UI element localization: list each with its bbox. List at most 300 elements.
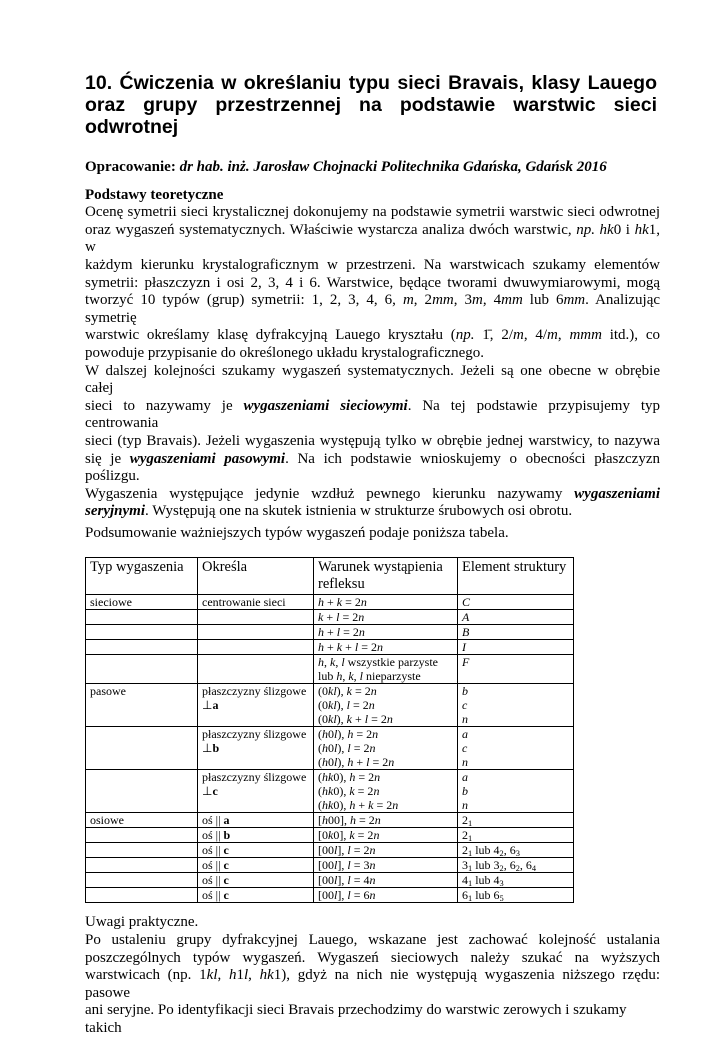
text-run: , [342,669,349,684]
cell-line [202,741,309,755]
notes-text [85,932,660,1038]
text-run: 2 [462,828,468,843]
text-run: Ocenę symetrii sieci krystalicznej dokonujemy na podstawie symetrii warstwic sieci odwrotnej [85,204,660,221]
table-row [86,625,574,640]
text-run: = 2 [354,828,374,843]
text-run: n [374,813,381,828]
table-cell [314,888,458,903]
table-cell [198,595,314,610]
text-run: 1 [468,819,473,829]
text-run: = 2 [350,741,370,756]
text-run: h [322,727,328,742]
text-run: hk [322,770,334,785]
text-run: l [347,741,351,756]
cell-line [462,770,569,784]
text-run: = 2 [350,698,369,713]
text-run: k [328,828,334,843]
cell-line [462,828,569,842]
table-cell [198,655,314,684]
table-cell [86,610,198,625]
text-run: l [341,655,345,670]
table-header-row [86,558,574,595]
cell-line [462,684,569,698]
text-run: n [374,770,381,785]
text-run: , 4 [482,292,502,309]
text-run: , [557,327,570,344]
text-run: (0 [318,698,328,713]
text-run: k [346,684,352,699]
cell-line [318,888,453,902]
text-run: = 2 [369,755,389,770]
text-run: l [334,873,338,888]
text-run: m [402,292,414,309]
text-line [85,950,660,968]
cell-line [462,727,569,741]
table-cell [198,625,314,640]
table-cell [458,610,574,625]
text-run: a [462,770,468,785]
text-run: 1 [468,834,473,844]
table-cell [314,727,458,770]
text-run: h [347,755,354,770]
text-run: b [223,828,231,843]
text-run: l [243,967,249,984]
text-run: h [322,813,328,828]
text-run: 4 [462,873,468,888]
cell-line [202,684,309,698]
text-run: = 4 [350,873,370,888]
text-run: , [324,655,330,670]
table-row [86,888,574,903]
table-cell [86,828,198,843]
text-run: = 6 [350,888,370,903]
text-run: k [330,655,336,670]
text-run: dr hab. inż. Jarosław Chojnacki Politechnika Gdańska, Gdańsk 2016 [179,159,607,175]
cell-line [462,888,569,902]
text-run: kl [328,684,337,699]
text-run: 2 [515,864,520,874]
cell-line [318,625,453,639]
text-run: k [368,798,374,813]
table-cell [198,610,314,625]
text-run: h [318,595,324,610]
text-run: warstwicach (np. 1 [85,967,207,984]
text-run: oś || [202,888,224,903]
text-run: każdym kierunku krystalograficznym w przestrzeni. Na warstwicach szukamy elementów [85,256,660,273]
text-run: tworzyć 10 typów (grup) symetrii: 1, 2, 3, 4, 6, [85,292,403,309]
text-run: . Na tej podstawie przypisujemy typ centrowania [85,397,661,432]
text-run: m [513,327,524,344]
document-title [85,72,657,138]
text-run: n [372,727,379,742]
title-line: odwrotnej [85,116,179,138]
text-run: 1, w [85,221,660,256]
text-run: oś || [202,813,224,828]
text-run: , 4/ [523,327,548,344]
text-run: c [462,698,468,713]
text-run: h [318,625,324,640]
text-run: powoduje przypisanie do określonego układu krystalograficznego. [85,344,485,361]
text-run: kl [328,712,337,727]
text-line [85,222,660,257]
text-run: k [349,784,355,799]
table-cell [86,655,198,684]
table-cell [314,843,458,858]
text-run: n [369,858,376,873]
text-run: F [462,655,470,670]
text-line [85,327,660,345]
text-line [85,967,660,1002]
text-run: . Analizując symetrię [85,292,661,326]
text-line [85,1002,660,1037]
text-run: h [347,727,354,742]
text-run: l [347,858,351,873]
text-run: 1), gdyż na nich nie występują wygaszenia niższego rzędu: pasowe [85,967,661,1001]
text-run: k [348,669,354,684]
cell-line [462,741,569,755]
text-run: = 2 [353,727,373,742]
text-run: 4 [531,864,537,874]
text-run: ( [318,727,322,742]
text-line [85,257,660,275]
text-run: centrowanie sieci [202,595,286,610]
text-run: , [335,655,342,670]
table-cell [458,625,574,640]
table-cell [86,727,198,770]
text-run: l [336,610,340,625]
text-run: hk [322,798,334,813]
text-run: [00 [318,873,334,888]
cell-line [202,843,309,857]
table-cell [458,858,574,873]
text-line [85,292,660,327]
text-run: ( [318,755,322,770]
table-cell [458,655,574,684]
text-run: l [334,843,338,858]
text-run: oś || [202,843,224,858]
text-run: mm [563,292,586,309]
table-row [86,813,574,828]
text-run: h [228,967,237,984]
text-run: l [334,727,338,742]
table-cell [314,858,458,873]
text-run: wygaszeniami [574,485,660,502]
table-row [86,873,574,888]
table-cell [458,888,574,903]
text-run: = 2 [373,798,393,813]
text-run: , 6 [503,858,516,873]
text-run: k [346,712,352,727]
text-run: + [324,640,337,655]
text-run: c [223,873,229,888]
table-row [86,858,574,873]
table-cell [198,858,314,873]
text-run: 0 [328,755,334,770]
text-run: hk [634,221,649,238]
table-cell [458,640,574,655]
text-run: l [354,640,359,655]
text-run: = 2 [352,684,371,699]
text-run: ], [337,858,348,873]
text-run: ⊥ [202,784,213,799]
text-run: ⊥ [202,698,213,713]
text-run: h [318,655,324,670]
cell-line [318,755,453,769]
text-run: n [462,712,468,727]
text-run: kl [206,967,218,984]
text-run: c [462,741,468,756]
table-cell [458,873,574,888]
text-line [85,433,660,451]
text-line [85,486,660,504]
text-run: 0), [333,784,350,799]
text-run: nieparzyste [363,669,421,684]
text-run: [0 [318,828,328,843]
text-run: ), [336,712,347,727]
text-run: , [353,669,360,684]
cell-line [318,640,453,654]
text-run: C [462,595,471,610]
text-run: seryjnymi [85,503,145,520]
text-run: itd.), co [601,327,660,344]
text-run: , 3 [453,292,472,309]
table-cell [86,888,198,903]
cell-line [462,858,569,872]
text-run: n [388,755,395,770]
text-run: 0 [328,727,334,742]
title-line: 10. Ćwiczenia w określaniu typu sieci Bravais, klasy Lauego [85,72,657,94]
table-cell [198,727,314,770]
text-run: = 2 [340,625,359,640]
text-run: , 6 [503,843,516,858]
table-cell [86,873,198,888]
table-row [86,684,574,727]
text-run: wygaszeniami sieciowymi [243,397,408,414]
header-cell: Określa [198,558,314,595]
table-cell [314,625,458,640]
cell-line [318,858,453,872]
text-run: np. hk [576,221,614,238]
text-run: lub 4 [472,843,500,858]
text-run: = 2 [356,813,375,828]
text-run: b [462,784,468,799]
table-cell [314,640,458,655]
table-cell [86,843,198,858]
text-run: = 2 [355,770,375,785]
text-run: = 2 [368,712,387,727]
text-run: a [212,698,219,713]
text-run: ), [337,755,348,770]
text-run: + [323,610,337,625]
text-run: lub 3 [472,858,500,873]
text-run: + [355,798,369,813]
text-run: c [223,888,229,903]
text-run: ), [336,698,347,713]
cell-line [202,727,309,741]
text-run: warstwic określamy klasę dyfrakcyjną Lauego kryształu ( [85,327,456,344]
table-row [86,655,574,684]
cell-line [202,698,309,712]
table-cell [314,684,458,727]
table-row [86,843,574,858]
text-run: l [334,888,338,903]
table-cell [198,888,314,903]
text-run: h [350,813,356,828]
table-row [86,640,574,655]
cell-line [462,712,569,726]
cell-line [202,873,309,887]
text-run: 0), [333,798,350,813]
text-run: . Występują one na skutek istnienia w strukturze śrubowych osi obrotu. [145,503,573,520]
cell-line [318,798,453,812]
text-run: 2 [499,864,504,874]
text-run: A [462,610,470,625]
table-cell [198,873,314,888]
text-run: m [547,327,558,344]
cell-line [318,873,453,887]
text-run: l [366,755,370,770]
text-run: sieci to nazywamy je [85,397,244,414]
header-cell: Warunek wystąpienia refleksu [314,558,458,595]
cell-line [318,655,453,669]
text-line [85,204,660,222]
text-run: lub 4 [472,873,500,888]
text-run: (0 [318,684,328,699]
text-line [85,363,660,398]
text-run: a [223,813,230,828]
text-run: hk [259,967,274,984]
text-run: wygaszeniami pasowymi [129,450,286,467]
cell-line [90,813,193,827]
text-line [85,398,660,433]
text-run: c [223,858,229,873]
text-run: 1 [236,967,244,984]
cell-line [462,873,569,887]
text-line [85,932,660,950]
text-run: lub [318,669,337,684]
text-run: n [369,888,376,903]
text-run: 0 [328,741,334,756]
text-run: płaszczyzny ślizgowe [202,684,307,699]
text-run: B [462,625,470,640]
text-run: h [349,798,356,813]
table-row [86,727,574,770]
section-heading: Podstawy teoretyczne [85,186,224,203]
text-run: , 2 [413,292,433,309]
text-run: 00], [328,813,350,828]
cell-line [202,828,309,842]
text-run: . Na ich podstawie wnioskujemy o obecności płaszczyzn poślizgu. [85,450,660,485]
table-cell [198,828,314,843]
text-run: 1 [468,864,473,874]
text-run: k [349,828,355,843]
cell-line [318,741,453,755]
text-run: l [334,858,338,873]
text-run: = 2 [350,843,370,858]
cell-line [462,610,569,624]
text-run: l [346,698,351,713]
text-run: n [369,843,376,858]
text-run: b [212,741,220,756]
text-run: n [373,784,380,799]
text-run: h [318,640,324,655]
table-cell [314,873,458,888]
text-run: n [462,798,468,813]
table-cell [198,843,314,858]
text-run: [ [318,813,322,828]
text-run: l [334,755,338,770]
text-run: się je [85,450,130,467]
text-run: 3 [462,858,468,873]
text-line [85,345,660,363]
table-cell [314,655,458,684]
table-cell [314,813,458,828]
cell-line [202,595,309,609]
text-run: = 3 [350,858,370,873]
text-run: k [336,640,343,655]
text-run: poszczególnych typów wygaszeń. Wygaszeń sieciowych należy szukać na wyższych [85,949,660,966]
text-run: mm [432,292,454,309]
cell-line [318,727,453,741]
text-run: mmm [569,327,602,344]
table-cell [86,858,198,873]
table-cell [458,843,574,858]
text-run: , [217,967,229,984]
text-run: k [336,595,343,610]
cell-line [202,770,309,784]
text-run: , 2/ [489,327,513,344]
text-run: l [347,888,351,903]
text-run: h [322,741,328,756]
cell-line [318,595,453,609]
text-run: oś || [202,828,224,843]
text-run: oraz wygaszeń systematycznych. Właściwie wystarcza analiza dwóch warstwic, [85,221,577,238]
text-run: kl [328,698,337,713]
notes-heading: Uwagi praktyczne. [85,914,199,931]
text-run: płaszczyzny ślizgowe [202,770,307,785]
table-cell [314,610,458,625]
text-run: ), [337,727,348,742]
text-run: l [347,843,351,858]
text-run: a [462,727,468,742]
cell-line [318,712,453,726]
cell-line [202,813,309,827]
table-cell [86,640,198,655]
text-run: + [352,712,365,727]
text-run: n [360,595,367,610]
text-run: 5 [499,894,504,904]
text-run: c [212,784,218,799]
table-row [86,828,574,843]
text-run: m [472,292,483,309]
text-run: ( [318,770,322,785]
cell-line [202,858,309,872]
text-run: n [386,712,393,727]
text-run: h [349,770,356,785]
text-run: n [358,610,365,625]
table-cell [458,727,574,770]
text-run: pasowe [90,684,126,699]
text-run: + [324,625,337,640]
text-run: , [248,967,260,984]
text-run: n [462,755,468,770]
cell-line [462,655,569,669]
text-run: ), [336,684,347,699]
table-cell [86,684,198,727]
extinction-table [85,557,574,903]
text-run: Opracowanie: [85,159,180,175]
text-run: = 2 [358,640,378,655]
